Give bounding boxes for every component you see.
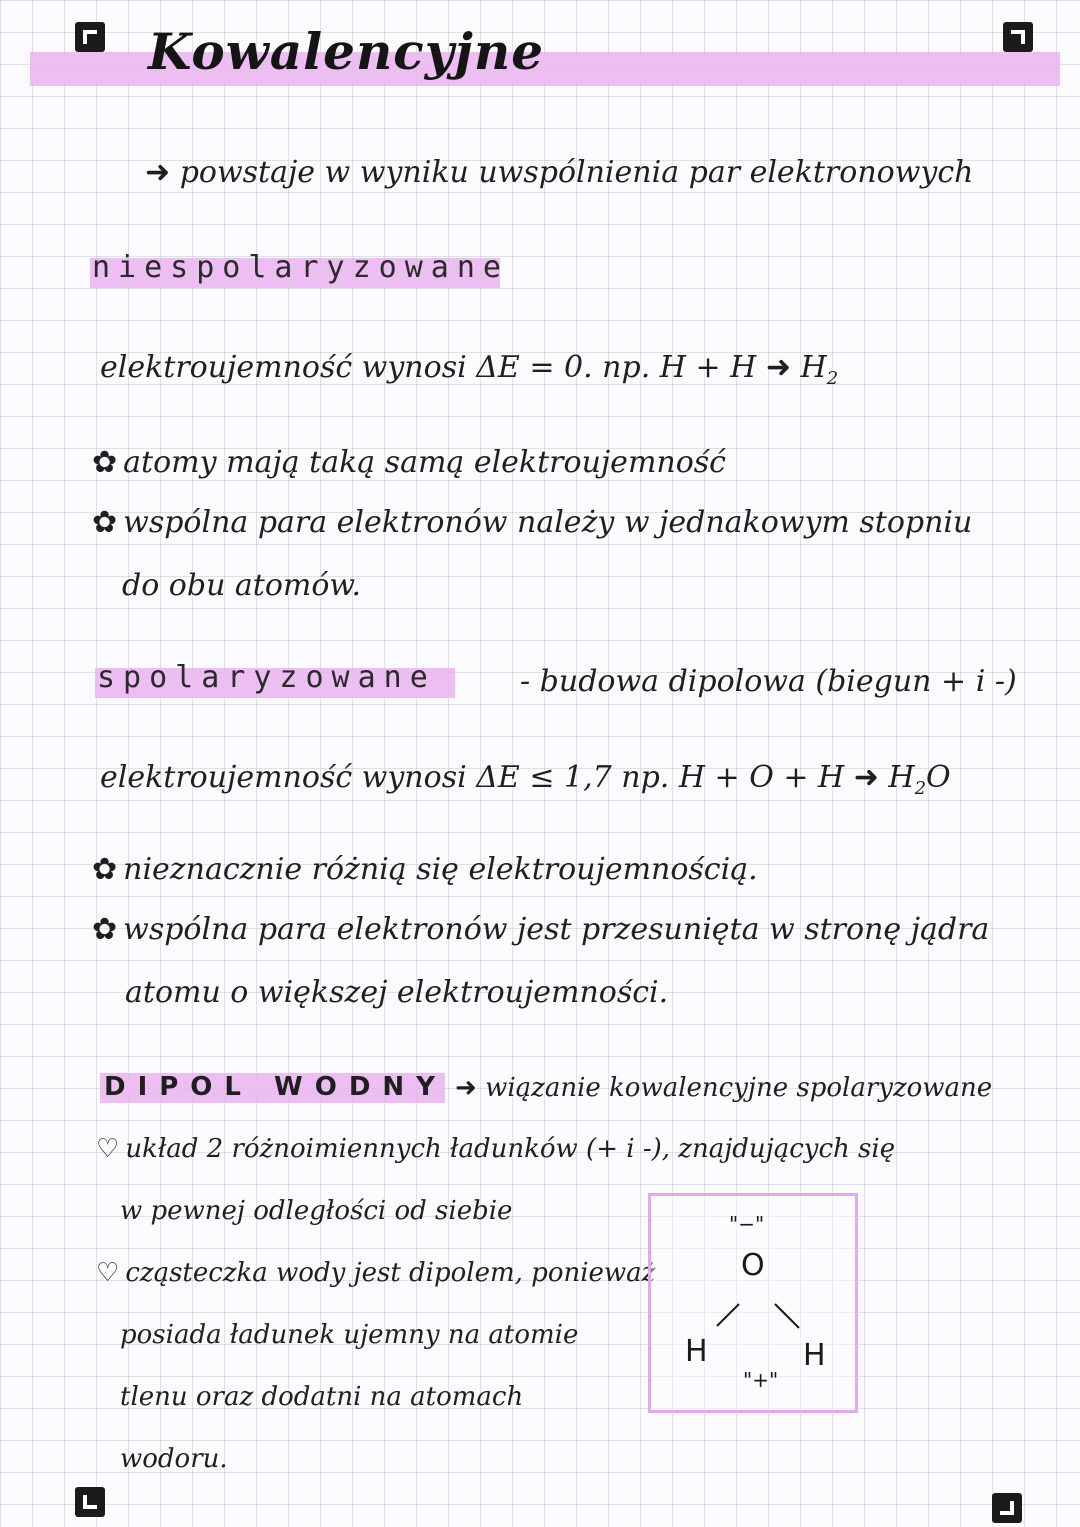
intro-line [145, 155, 973, 190]
arrow-right-icon: ➜ [853, 760, 879, 795]
heart-bullet-icon: ♡ [96, 1134, 120, 1164]
list-item [92, 505, 972, 540]
nonpolar-product-subscript: 2 [826, 368, 839, 389]
dipole-note-text: wiązanie kowalencyjne spolaryzowane [485, 1073, 993, 1103]
polar-delta: elektroujemność wynosi ΔE ≤ 1,7 [100, 760, 612, 795]
list-item-continuation: w pewnej odległości od siebie [120, 1196, 513, 1226]
polar-note: - budowa dipolowa (biegun + i -) [520, 664, 1017, 699]
partial-charge-minus: "−" [729, 1212, 765, 1236]
list-item-continuation: atomu o większej elektroujemności. [125, 975, 669, 1010]
corner-marker-icon [75, 22, 105, 52]
list-item-continuation: do obu atomów. [122, 568, 362, 603]
intro-text: powstaje w wyniku uwspólnienia par elektronowych [179, 155, 974, 190]
bullet-text: nieznacznie różnią się elektroujemnością. [123, 852, 758, 887]
list-item-continuation: wodoru. [120, 1444, 228, 1474]
corner-marker-icon [992, 1493, 1022, 1523]
page-title: Kowalencyjne [148, 22, 545, 81]
list-item [92, 912, 989, 947]
nonpolar-delta: elektroujemność wynosi ΔE = 0. [100, 350, 593, 385]
heart-bullet-icon: ♡ [96, 1258, 120, 1288]
bullet-text: wspólna para elektronów jest przesunięta w stronę jądra [123, 912, 990, 947]
hydrogen-atom-right: H [803, 1338, 826, 1373]
corner-marker-icon [1003, 22, 1033, 52]
polar-product-o: O [926, 760, 951, 795]
point-text: układ 2 różnoimiennych ładunków (+ i -), znajdujących się [125, 1134, 896, 1164]
dipole-heading-note [455, 1073, 992, 1103]
bond-left [717, 1304, 739, 1326]
bond-right [775, 1304, 799, 1328]
flower-bullet-icon: ✿ [92, 445, 118, 480]
polar-product-subscript: 2 [914, 778, 927, 799]
nonpolar-example: np. H + H [602, 350, 757, 385]
flower-bullet-icon: ✿ [92, 852, 118, 887]
point-text: cząsteczka wody jest dipolem, ponieważ [125, 1258, 656, 1288]
hydrogen-atom-left: H [685, 1334, 708, 1369]
list-item [96, 1134, 895, 1164]
bullet-text: wspólna para elektronów należy w jednakowym stopniu [123, 505, 973, 540]
bullet-text: atomy mają taką samą elektroujemność [123, 445, 726, 480]
polar-example: np. H + O + H [621, 760, 845, 795]
arrow-right-icon: ➜ [765, 350, 791, 385]
section-heading-nonpolar: niespolaryzowane [92, 250, 509, 285]
corner-marker-icon [75, 1487, 105, 1517]
list-item [92, 445, 726, 480]
section-heading-dipole: DIPOL WODNY [104, 1072, 447, 1102]
nonpolar-product: H [800, 350, 827, 385]
arrow-right-icon: ➜ [145, 155, 180, 190]
water-molecule-diagram [648, 1193, 858, 1413]
section-heading-polar: spolaryzowane [97, 660, 436, 695]
flower-bullet-icon: ✿ [92, 912, 118, 947]
oxygen-atom: O [741, 1248, 765, 1283]
partial-charge-plus: "+" [743, 1368, 779, 1392]
arrow-right-icon: ➜ [455, 1073, 486, 1103]
nonpolar-electronegativity [100, 350, 838, 389]
polar-electronegativity [100, 760, 951, 799]
flower-bullet-icon: ✿ [92, 505, 118, 540]
polar-product-h: H [888, 760, 915, 795]
list-item-continuation: posiada ładunek ujemny na atomie [120, 1320, 579, 1350]
list-item [92, 852, 758, 887]
list-item-continuation: tlenu oraz dodatni na atomach [120, 1382, 524, 1412]
list-item [96, 1258, 655, 1288]
